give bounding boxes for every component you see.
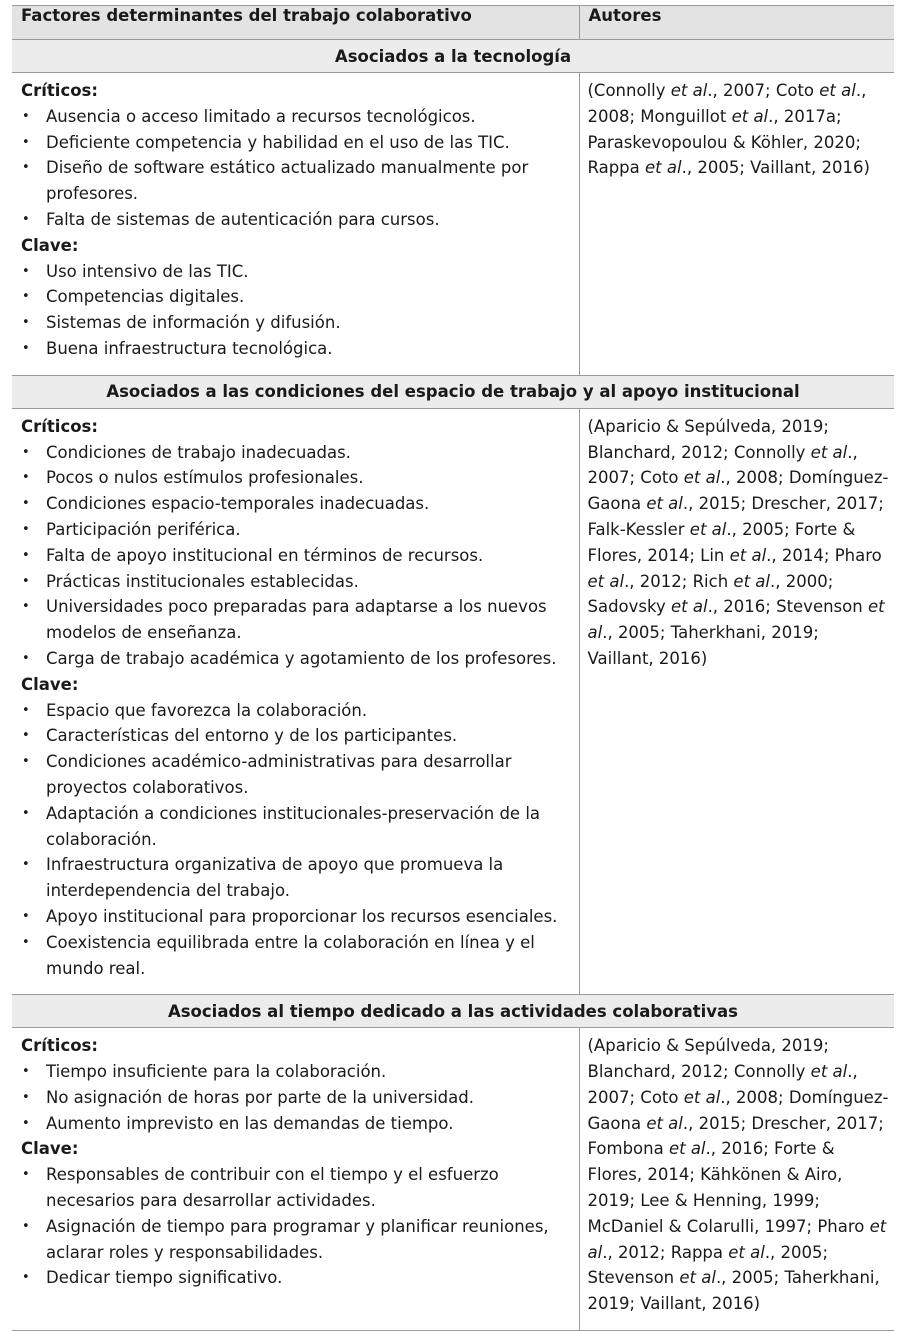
list-item: • Características del entorno y de los participantes. — [21, 723, 573, 749]
section-title: Asociados a las condiciones del espacio de trabajo y al apoyo institucional — [12, 375, 894, 408]
section-title: Asociados al tiempo dedicado a las actividades colaborativas — [12, 995, 894, 1028]
author-et-al: et al — [587, 1216, 887, 1262]
list-item: • Coexistencia equilibrada entre la colaboración en línea y el mundo real. — [21, 930, 573, 982]
list-item: • Deficiente competencia y habilidad en el uso de las TIC. — [21, 130, 573, 156]
section-title-row — [12, 375, 894, 408]
author-text: (Aparicio & Sepúlveda, 2019; Blanchard, 2012; Connolly — [587, 416, 829, 462]
list-item: • Tiempo insuficiente para la colaboración. — [21, 1059, 573, 1085]
author-text: ., 2016; Stevenson — [707, 597, 868, 617]
criticos-list — [21, 440, 573, 672]
table-header-row — [12, 6, 894, 40]
clave-heading: Clave: — [21, 1139, 79, 1159]
author-et-al: et al — [683, 1087, 721, 1107]
author-et-al: et al — [819, 81, 856, 100]
list-item: • Condiciones académico-administrativas para desarrollar proyectos colaborativos. — [21, 749, 573, 801]
header-authors: Autores — [579, 6, 894, 40]
author-et-al: et al — [810, 1062, 848, 1082]
authors-cell — [579, 1028, 894, 1331]
author-et-al: et al — [679, 1268, 716, 1288]
factors-cell — [12, 73, 579, 376]
criticos-heading: Críticos: — [21, 1036, 98, 1056]
list-item: • Universidades poco preparadas para adaptarse a los nuevos modelos de enseñanza. — [21, 594, 573, 646]
author-text: ., 2008; Domínguez-Gaona — [587, 468, 889, 514]
author-text: ., 2012; Rich — [624, 571, 734, 591]
author-text: ., 2007; Coto — [587, 1062, 858, 1107]
authors-citation — [588, 414, 891, 672]
author-et-al: et al — [731, 106, 769, 126]
author-et-al: et al — [645, 158, 682, 178]
list-item: • Espacio que favorezca la colaboración. — [21, 698, 573, 724]
list-item: • Pocos o nulos estímulos profesionales. — [21, 465, 573, 491]
criticos-heading: Críticos: — [21, 81, 98, 100]
list-item: • Dedicar tiempo significativo. — [21, 1265, 573, 1291]
author-text: ., 2007; Coto — [707, 81, 820, 100]
list-item: • Participación periférica. — [21, 517, 573, 543]
list-item: • Aumento imprevisto en las demandas de tiempo. — [21, 1111, 573, 1137]
section-title-row — [12, 40, 894, 73]
list-item: • Diseño de software estático actualizado manualmente por profesores. — [21, 155, 573, 207]
section-title-row — [12, 995, 894, 1028]
list-item: • Competencias digitales. — [21, 284, 573, 310]
clave-list — [21, 1162, 573, 1291]
section-title: Asociados a la tecnología — [12, 40, 894, 73]
list-item: • Buena infraestructura tecnológica. — [21, 336, 573, 362]
authors-citation — [588, 78, 891, 181]
author-text: ., 2005; Forte & Flores, 2014; Lin — [587, 519, 856, 565]
factors-table — [12, 5, 894, 1331]
section-body-row — [12, 73, 894, 376]
list-item: • Falta de sistemas de autenticación para cursos. — [21, 207, 573, 233]
author-text: ., 2015; Drescher, 2017; Fombona — [587, 1113, 884, 1159]
authors-cell — [579, 73, 894, 376]
header-factors: Factores determinantes del trabajo colaborativo — [12, 6, 579, 40]
author-et-al: et al — [733, 571, 770, 591]
author-et-al: et al — [671, 597, 708, 617]
list-item: • Infraestructura organizativa de apoyo que promueva la interdependencia del trabajo. — [21, 852, 573, 904]
author-et-al: et al — [689, 519, 727, 539]
author-et-al: et al — [646, 494, 683, 514]
author-text: ., 2005; Taherkhani, 2019; Vaillant, 2016) — [587, 623, 819, 668]
list-item: • Condiciones espacio-temporales inadecuadas. — [21, 491, 573, 517]
factors-cell — [12, 1028, 579, 1331]
list-item: • Apoyo institucional para proporcionar los recursos esenciales. — [21, 904, 573, 930]
list-item: • Prácticas institucionales establecidas. — [21, 569, 573, 595]
author-text: ., 2016; Forte & Flores, 2014; Kähkönen & Airo, 2019; Lee & Henning, 1999; McDaniel & Colarulli, 1997; Pharo — [587, 1139, 870, 1236]
list-item: • Sistemas de información y difusión. — [21, 310, 573, 336]
author-et-al: et al — [729, 545, 767, 565]
author-text: ., 2014; Pharo — [766, 545, 882, 565]
author-et-al: et al — [587, 571, 625, 591]
list-item: • Condiciones de trabajo inadecuadas. — [21, 440, 573, 466]
list-item: • Carga de trabajo académica y agotamiento de los profesores. — [21, 646, 573, 672]
list-item: • Asignación de tiempo para programar y planificar reuniones, aclarar roles y responsabilidades. — [21, 1214, 573, 1266]
author-text: ., 2005; Vaillant, 2016) — [681, 158, 870, 178]
section-body-row — [12, 408, 894, 995]
author-text: ., 2015; Drescher, 2017; Falk-Kessler — [587, 494, 884, 539]
list-item: • Uso intensivo de las TIC. — [21, 259, 573, 285]
section-body-row — [12, 1028, 894, 1331]
list-item: • Responsables de contribuir con el tiempo y el esfuerzo necesarios para desarrollar actividades. — [21, 1162, 573, 1214]
author-text: (Aparicio & Sepúlveda, 2019; Blanchard, 2012; Connolly — [587, 1036, 829, 1082]
author-et-al: et al — [728, 1242, 765, 1262]
list-item: • Ausencia o acceso limitado a recursos tecnológicos. — [21, 104, 573, 130]
list-item: • Adaptación a condiciones institucionales-preservación de la colaboración. — [21, 801, 573, 853]
author-text: ., 2007; Coto — [587, 442, 858, 488]
author-text: ., 2008; Domínguez-Gaona — [587, 1087, 889, 1133]
criticos-list — [21, 1059, 573, 1136]
author-et-al: et al — [587, 597, 885, 643]
criticos-heading: Críticos: — [21, 416, 98, 436]
authors-cell — [579, 408, 894, 995]
author-text: ., 2012; Rappa — [602, 1242, 729, 1262]
author-text: ., 2000; Sadovsky — [587, 571, 834, 617]
factors-cell — [12, 408, 579, 995]
author-text: ., 2008; Monguillot — [587, 81, 867, 126]
author-text: ., 2005; Stevenson — [587, 1242, 829, 1288]
author-et-al: et al — [646, 1113, 683, 1133]
clave-heading: Clave: — [21, 674, 79, 694]
clave-heading: Clave: — [21, 235, 79, 255]
author-et-al: et al — [683, 468, 721, 488]
list-item: • Falta de apoyo institucional en términos de recursos. — [21, 543, 573, 569]
clave-list — [21, 698, 573, 982]
clave-list — [21, 259, 573, 362]
author-et-al: et al — [810, 442, 848, 462]
author-et-al: et al — [670, 81, 708, 100]
criticos-list — [21, 104, 573, 233]
list-item: • No asignación de horas por parte de la universidad. — [21, 1085, 573, 1111]
author-text: (Connolly — [587, 81, 671, 100]
authors-citation — [588, 1033, 891, 1317]
table-body — [12, 40, 894, 1331]
author-et-al: et al — [668, 1139, 706, 1159]
author-text: ., 2017a; Paraskevopoulou & Köhler, 2020; Rappa — [587, 106, 861, 178]
author-text: ., 2005; Taherkhani, 2019; Vaillant, 2016) — [587, 1268, 880, 1314]
